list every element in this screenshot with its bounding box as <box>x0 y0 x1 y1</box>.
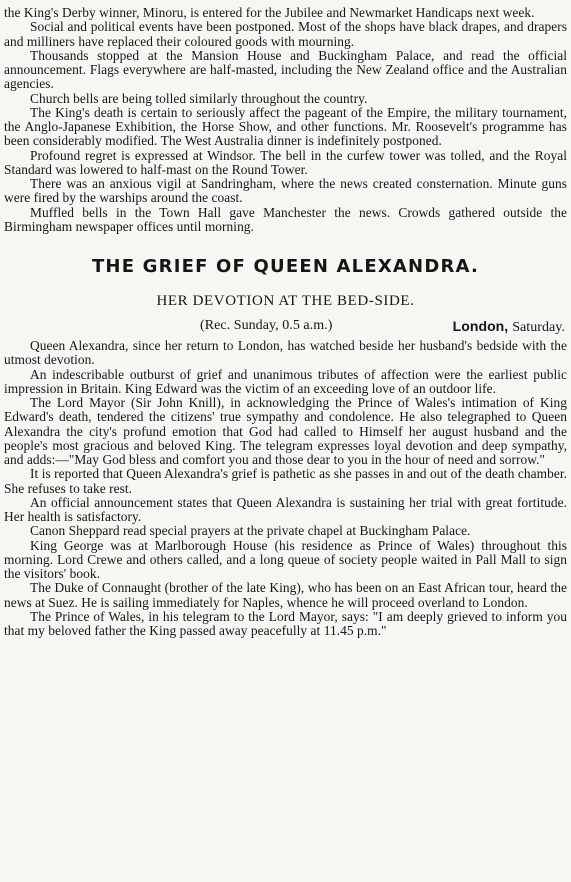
article-paragraph: Church bells are being tolled similarly throughout the country. <box>30 90 368 106</box>
dateline-city: London, <box>452 318 509 334</box>
article-paragraph: An indescribable outburst of grief and unanimous tributes of affection were the earliest public impression in Britain. King Edward was the victim of an exceeding love of an outdoor life. <box>4 366 567 396</box>
article-heading: THE GRIEF OF QUEEN ALEXANDRA. <box>91 256 480 277</box>
article-paragraph: the King's Derby winner, Minoru, is entered for the Jubilee and Newmarket Handicaps next week. <box>4 5 535 20</box>
article-paragraph: Muffled bells in the Town Hall gave Manchester the news. Crowds gathered outside the Birmingham newspaper offices until morning. <box>4 204 567 234</box>
article-paragraph: The Prince of Wales, in his telegram to the Lord Mayor, says: "I am deeply grieved to inform you that my beloved father the King passed away peacefully at 11.45 p.m." <box>4 608 567 638</box>
article-paragraph: Queen Alexandra, since her return to London, has watched beside her husband's bedside with the utmost devotion. <box>4 338 567 368</box>
article-paragraph: The King's death is certain to seriously affect the pageant of the Empire, the military tournament, the Anglo-Japanese Exhibition, the Horse Show, and other functions. Mr. Roosevelt's programme has been considerably modified. The West Australia dinner is indefinitely postponed. <box>4 104 567 149</box>
dateline <box>4 318 567 336</box>
article-paragraph: There was an anxious vigil at Sandringham, where the news created consternation. Minute guns were fired by the warships around the coast. <box>4 176 567 206</box>
article-paragraph: Thousands stopped at the Mansion House and Buckingham Palace, and read the official announcement. Flags everywhere are half-masted, including the New Zealand office and the Australian agencies. <box>4 47 567 92</box>
article-paragraph: The Lord Mayor (Sir John Knill), in acknowledging the Prince of Wales's intimation of King Edward's death, tendered the citizens' true sympathy and condolence. He also telegraphed to Queen Alexandra the city's profund emotion that God had called to Himself her august husband and the people's most gracious and beloved King. The telegram expresses loyal devotion and deep sympathy, and adds:—"May God bless and comfort you and those dear to you in the hour of need and sorrow." <box>4 395 567 467</box>
article-paragraph: Canon Sheppard read special prayers at the private chapel at Buckingham Palace. <box>30 523 471 539</box>
dateline-day: Saturday. <box>512 320 565 335</box>
article-paragraph: An official announcement states that Queen Alexandra is sustaining her trial with great fortitude. Her health is satisfactory. <box>4 494 567 524</box>
dateline-received: (Rec. Sunday, 0.5 a.m.) <box>200 318 333 333</box>
dateline-place <box>453 318 565 336</box>
article-paragraph: King George was at Marlborough House (his residence as Prince of Wales) throughout this morning. Lord Crewe and others called, and a long queue of society people waited in Pall Mall to sign the visitors' book. <box>4 537 567 581</box>
article-paragraph: Profound regret is expressed at Windsor. The bell in the curfew tower was tolled, and the Royal Standard was lowered to half-mast on the Round Tower. <box>4 147 567 177</box>
article-paragraph: It is reported that Queen Alexandra's grief is pathetic as she passes in and out of the death chamber. She refuses to take rest. <box>4 466 567 496</box>
article-paragraph: The Duke of Connaught (brother of the late King), who has been on an East African tour, heard the news at Suez. He is sailing immediately for Naples, whence he will proceed overland to London. <box>4 580 567 610</box>
article-subheading: HER DEVOTION AT THE BED-SIDE. <box>156 293 415 309</box>
article-paragraph: Social and political events have been postponed. Most of the shops have black drapes, and drapers and milliners have replaced their coloured goods with mourning. <box>4 19 567 49</box>
